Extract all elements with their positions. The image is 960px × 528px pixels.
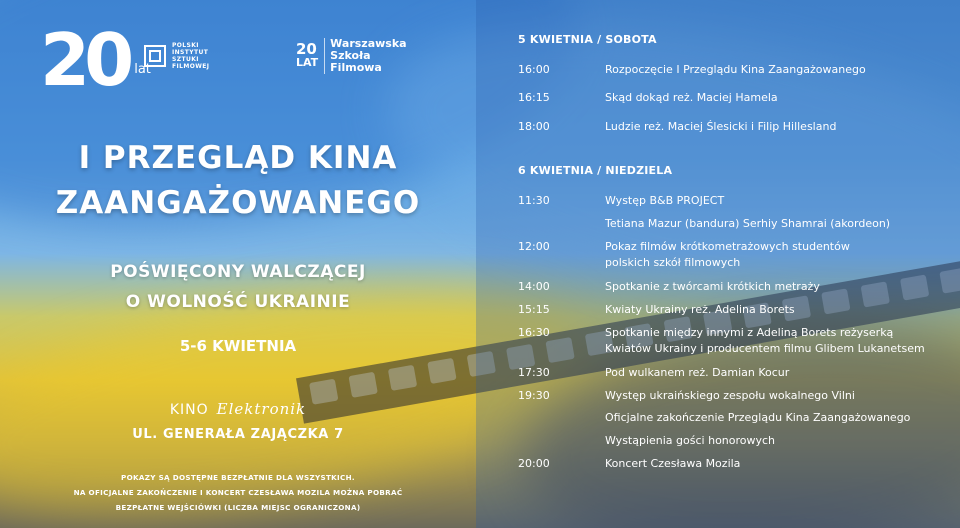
row-description: Występ ukraińskiego zespołu wokalnego Vilni — [605, 389, 855, 402]
wsf-lat: LAT — [296, 56, 319, 69]
festival-title-line2: ZAANGAŻOWANEGO — [55, 185, 421, 221]
row-time: 14:00 — [518, 280, 550, 293]
note-line: NA OFICJALNE ZAKOŃCZENIE I KONCERT CZESŁAWA MOZILA MOŻNA POBRAĆ — [73, 488, 403, 497]
row-description: Występ B&B PROJECT — [605, 194, 725, 207]
pisf-logo — [144, 42, 209, 70]
venue — [0, 400, 476, 418]
venue-address: UL. GENERAŁA ZAJĄCZKA 7 — [132, 427, 344, 442]
festival-dates: 5-6 KWIETNIA — [179, 337, 297, 355]
pisf-square-icon — [144, 45, 166, 67]
row-description: Wystąpienia gości honorowych — [605, 434, 776, 447]
row-description: Oficjalne zakończenie Przeglądu Kina Zaangażowanego — [605, 411, 911, 424]
festival-title-line1: I PRZEGLĄD KINA — [78, 140, 398, 176]
row-description: Rozpoczęcie I Przeglądu Kina Zaangażowanego — [605, 63, 866, 76]
day1-heading: 5 KWIETNIA / SOBOTA — [518, 33, 657, 46]
admission-notes — [0, 470, 476, 515]
venue-name: Elektronik — [216, 400, 307, 418]
row-description: Spotkanie między innymi z Adeliną Borets reżyserką — [605, 326, 894, 339]
row-time: 17:30 — [518, 366, 550, 379]
wsf-number: 20 — [296, 40, 317, 58]
subtitle-line1: POŚWIĘCONY WALCZĄCEJ — [110, 262, 366, 282]
row-time: 16:00 — [518, 63, 550, 76]
row-time: 16:15 — [518, 91, 550, 104]
subtitle-line2: O WOLNOŚĆ UKRAINIE — [125, 292, 351, 312]
row-description: Kwiatów Ukrainy i producentem filmu Glibem Lukanetsem — [605, 342, 925, 355]
wsf-logo — [296, 38, 407, 74]
row-description: Spotkanie z twórcami krótkich metraży — [605, 280, 820, 293]
row-time: 19:30 — [518, 389, 550, 402]
wsf-name: Warszawska Szkoła Filmowa — [324, 38, 406, 74]
row-time: 18:00 — [518, 120, 550, 133]
row-time: 16:30 — [518, 326, 550, 339]
row-time: 11:30 — [518, 194, 550, 207]
row-time: 12:00 — [518, 240, 550, 253]
row-description: Tetiana Mazur (bandura) Serhiy Shamrai (akordeon) — [605, 217, 891, 230]
row-description: Pod wulkanem reż. Damian Kocur — [605, 366, 790, 379]
logo-number: 20 — [40, 18, 129, 102]
note-line: BEZPŁATNE WEJŚCIÓWKI (LICZBA MIEJSC OGRANICZONA) — [115, 503, 361, 512]
row-time: 15:15 — [518, 303, 550, 316]
day2-heading: 6 KWIETNIA / NIEDZIELA — [518, 164, 673, 177]
row-description: Kwiaty Ukrainy reż. Adelina Borets — [605, 303, 795, 316]
note-line: POKAZY SĄ DOSTĘPNE BEZPŁATNIE DLA WSZYSTKICH. — [121, 473, 355, 482]
row-description: Koncert Czesława Mozila — [605, 457, 741, 470]
row-description: Pokaz filmów krótkometrażowych studentów — [605, 240, 850, 253]
logo-lat: lat — [134, 61, 151, 77]
row-description: polskich szkół filmowych — [605, 256, 741, 269]
venue-kino: KINO — [169, 402, 209, 418]
row-description: Ludzie reż. Maciej Ślesicki i Filip Hillesland — [605, 120, 837, 133]
row-time: 20:00 — [518, 457, 550, 470]
pisf-name: POLSKI INSTYTUT SZTUKI FILMOWEJ — [172, 42, 210, 70]
pisf-20-years-logo — [40, 20, 151, 100]
row-description: Skąd dokąd reż. Maciej Hamela — [605, 91, 778, 104]
